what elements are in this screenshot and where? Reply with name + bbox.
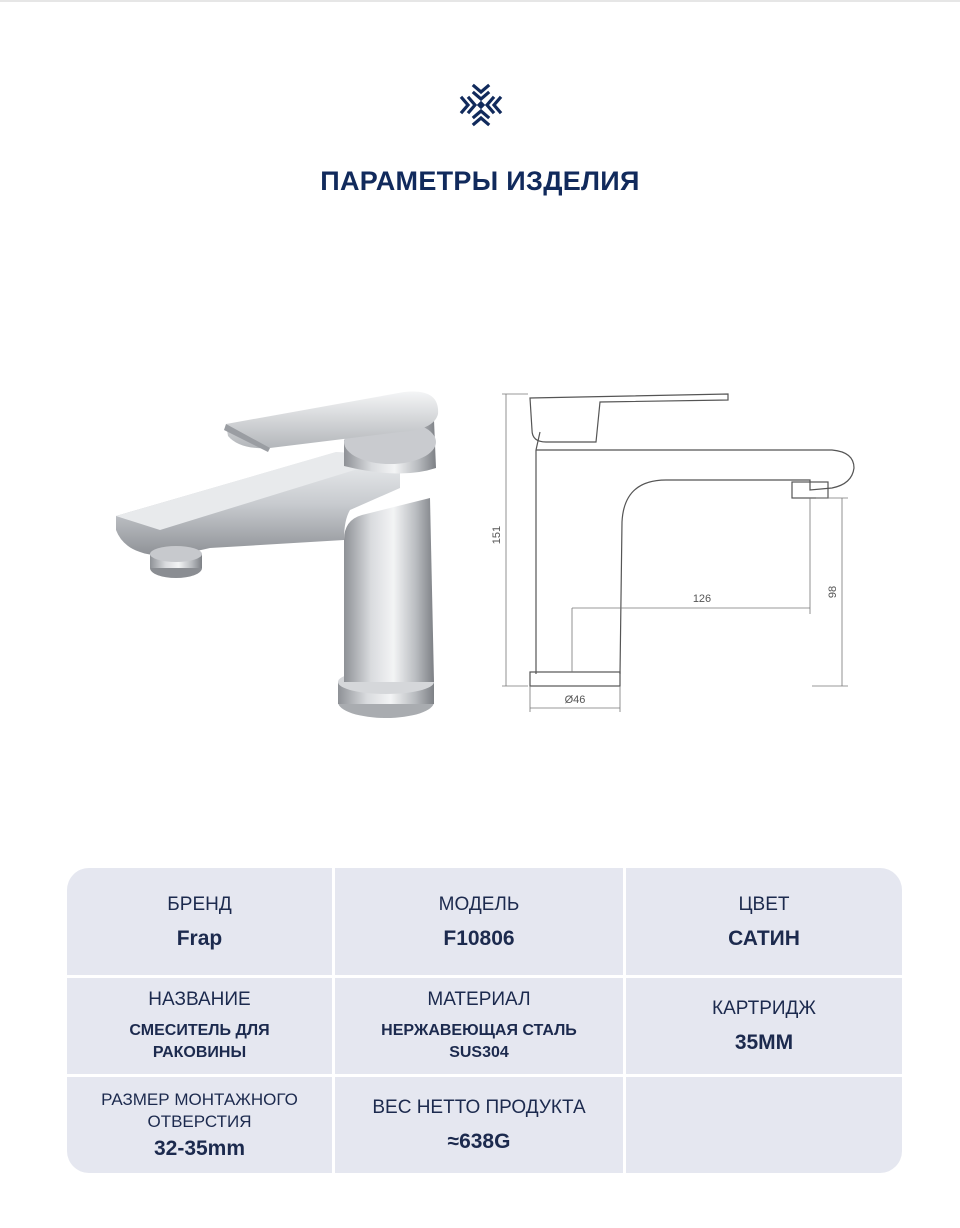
top-divider — [0, 0, 960, 2]
spec-cell-brand — [67, 868, 332, 975]
spec-value-material: НЕРЖАВЕЮЩАЯ СТАЛЬ SUS304 — [381, 1022, 577, 1061]
spec-cell-net-weight — [335, 1077, 623, 1173]
spec-label-brand: БРЕНД — [167, 893, 232, 915]
faucet-photo — [100, 370, 460, 730]
page-title: ПАРАМЕТРЫ ИЗДЕЛИЯ — [320, 166, 640, 196]
snowflake-logo-icon — [456, 80, 506, 130]
spec-cell-hole-size — [67, 1077, 332, 1173]
dimension-reach-label: 126 — [692, 593, 712, 605]
spec-label-cartridge: КАРТРИДЖ — [712, 998, 816, 1019]
spec-cell-cartridge — [626, 978, 902, 1074]
spec-label-model: МОДЕЛЬ — [438, 893, 520, 915]
spec-value-model: F10806 — [443, 926, 515, 950]
spec-cell-material — [335, 978, 623, 1074]
dimension-base-diameter-label: Ø46 — [564, 694, 586, 706]
spec-table — [67, 868, 902, 1173]
dimension-height-label: 151 — [491, 525, 503, 545]
spec-label-hole-size: РАЗМЕР МОНТАЖНОГО ОТВЕРСТИЯ — [101, 1090, 298, 1131]
dimension-spout-height-label: 98 — [827, 585, 839, 599]
spec-value-cartridge: 35MM — [734, 1031, 794, 1054]
spec-value-color: САТИН — [728, 926, 800, 950]
spec-label-name: НАЗВАНИЕ — [148, 989, 251, 1010]
spec-label-material: МАТЕРИАЛ — [427, 989, 531, 1010]
spec-value-brand: Frap — [176, 926, 223, 950]
spec-cell-name — [67, 978, 332, 1074]
spec-label-color: ЦВЕТ — [738, 893, 790, 915]
spec-cell-empty — [626, 1077, 902, 1173]
spec-value-hole-size: 32-35mm — [153, 1137, 246, 1160]
spec-cell-color — [626, 868, 902, 975]
spec-value-net-weight: ≈638G — [447, 1130, 511, 1153]
spec-value-name: СМЕСИТЕЛЬ ДЛЯ РАКОВИНЫ — [129, 1022, 270, 1061]
spec-cell-model — [335, 868, 623, 975]
technical-drawing — [480, 380, 860, 720]
spec-label-net-weight: ВЕС НЕТТО ПРОДУКТА — [372, 1097, 586, 1118]
